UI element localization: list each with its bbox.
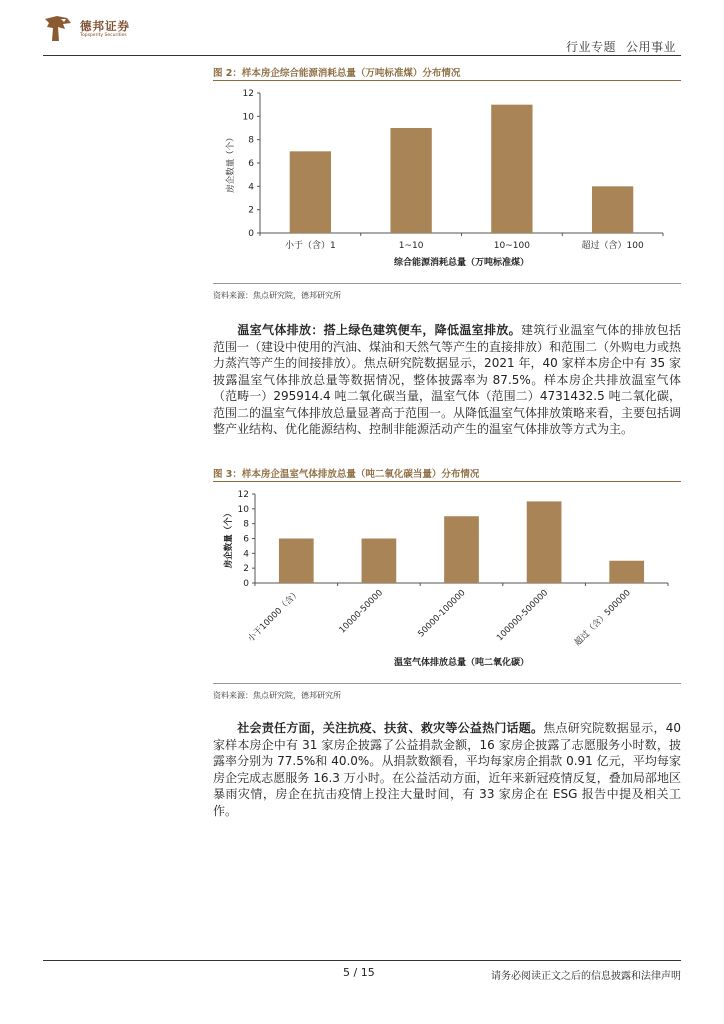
y-axis-title: 房企数量（个） [226,133,236,193]
paragraph-body: 焦点研究院数据显示，40 家样本房企中有 31 家房企披露了公益捐款金额，16 家房企披露了志愿服务小时数，披露率分别为 77.5%和 40.0%。从捐款数额看，平均每家房企捐款 0.91 亿元，平均每家房企完成志愿服务 16.3 万小时。在公益活动方面，近年来新冠疫情反复，叠加局部地区暴雨灾情，房企在抗击疫情上投注大量时间，有 33 家房企在 ESG 报告中提及相关工作。 [213,721,681,818]
page-number: 5 / 15 [343,966,375,979]
y-tick-label: 10 [242,112,254,123]
y-tick-label: 12 [242,89,254,99]
y-tick-label: 8 [248,135,254,146]
figure3-chart [213,483,681,680]
x-tick-label: 10000-50000 [337,588,386,636]
paragraph-ghg-emissions [213,322,681,438]
logo-subtext: Topsperity Securities [80,33,127,38]
bar [491,105,532,233]
y-tick-label: 2 [248,205,254,216]
x-tick-label: 小于（含）1 [285,241,336,251]
y-tick-label: 4 [248,182,254,193]
figure2-source: 资料来源：焦点研究院，德邦研究所 [213,291,341,300]
report-type: 行业专题 [565,40,616,54]
sector-name: 公用事业 [625,40,676,54]
x-axis-title: 综合能源消耗总量（万吨标准煤） [393,258,530,268]
x-axis-title: 温室气体排放总量（吨二氧化碳） [393,658,530,668]
x-tick-label: 100000-500000 [495,588,551,644]
y-tick-label: 12 [237,490,249,500]
x-tick-label: 10~100 [493,241,530,251]
y-tick-label: 10 [237,504,249,515]
y-tick-label: 0 [248,229,254,239]
header-category [566,38,676,55]
y-tick-label: 6 [248,159,254,169]
y-tick-label: 4 [243,549,249,560]
figure3-title: 图 3：样本房企温室气体排放总量（吨二氧化碳当量）分布情况 [213,469,480,480]
paragraph-lead: 社会责任方面，关注抗疫、扶贫、救灾等公益热门话题。 [237,721,544,735]
bar [527,501,562,583]
x-tick-label: 超过（含）100 [581,241,644,251]
figure2-title: 图 2：样本房企综合能源消耗总量（万吨标准煤）分布情况 [213,68,461,79]
x-tick-label: 小于10000（含） [246,588,303,645]
paragraph-lead: 温室气体排放：搭上绿色建筑便车，降低温室排放。 [237,323,521,337]
bar [279,539,314,584]
figure2-chart [213,82,681,280]
y-tick-label: 2 [243,564,249,575]
bar [362,539,397,584]
company-logo-icon [43,15,73,43]
header-rule [43,55,681,56]
bar [592,186,633,233]
logo-text: 德邦证券 [80,19,130,33]
x-tick-label: 超过（含）500000 [572,588,633,649]
bar [444,516,479,583]
x-tick-label: 1~10 [398,241,424,251]
y-tick-label: 0 [243,579,249,589]
figure3-top-rule [213,481,681,482]
figure3-source: 资料来源：焦点研究院，德邦研究所 [213,691,341,700]
figure2-bottom-rule [213,283,681,284]
y-axis-title: 房企数量（个） [224,508,234,569]
x-tick-label: 50000-100000 [416,588,468,640]
paragraph-body: 建筑行业温室气体的排放包括范围一（建设中使用的汽油、煤油和天然气等产生的直接排放）和范围二（外购电力或热力蒸汽等产生的间接排放）。焦点研究院数据显示，2021 年，40 家样本房企中有 35 家披露温室气体排放总量等数据情况，整体披露率为 87.5%。样本房企共排放温室气体（范畴一）295914.4 吨二氧化碳当量，温室气体（范围二）4731432.5 吨二氧化碳，范围二的温室气体排放总量显著高于范围一。从降低温室气体排放策略来看，主要包括调整产业结构、优化能源结构、控制非能源活动产生的温室气体排放等方式为主。 [213,323,682,436]
y-tick-label: 6 [243,534,249,545]
y-tick-label: 8 [243,519,249,530]
bar [609,561,644,583]
footer-disclaimer: 请务必阅读正文之后的信息披露和法律声明 [491,971,681,982]
footer-rule [43,960,681,961]
figure3-bottom-rule [213,683,681,684]
bar [390,128,431,233]
bar [290,151,331,233]
paragraph-social-responsibility [213,720,681,819]
figure2-top-rule [213,80,681,81]
